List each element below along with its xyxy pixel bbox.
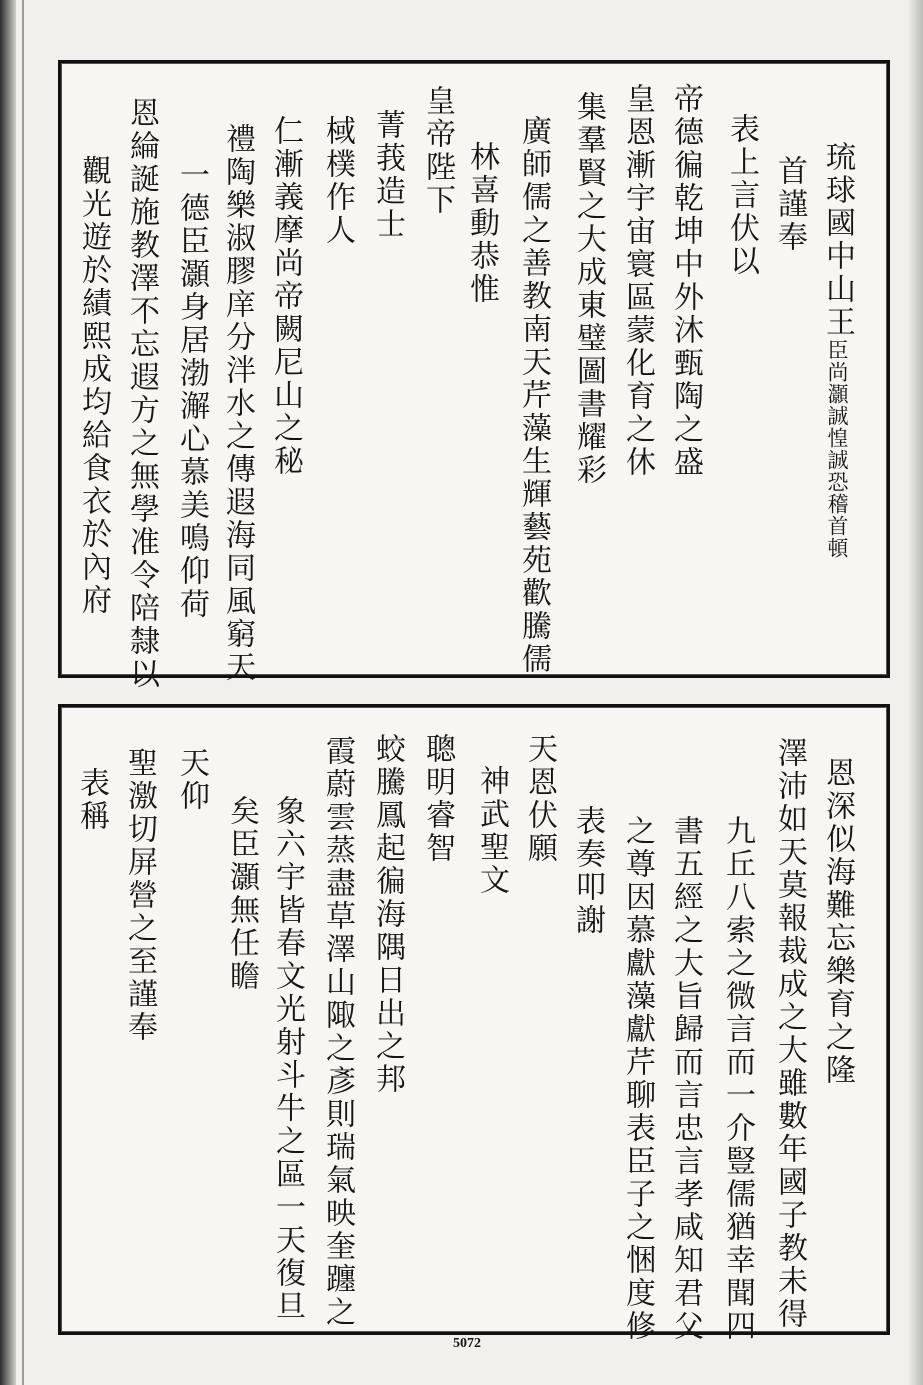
text-column: 天恩伏願 [522,733,557,865]
text-column: 表稱 [74,767,109,833]
page-number: 5072 [453,1336,481,1351]
text-column: 皇帝陛下 [420,85,455,217]
text-column: 恩綸誕施教澤不忘遐方之無學准令陪隸以 [124,97,159,691]
text-column: 表奏叩謝 [570,805,605,937]
text-column: 表上言伏以 [724,113,759,278]
text-column: 琉球國中山王臣尚灝誠惶誠恐稽首頓 [820,141,855,559]
binding-line [22,0,24,1385]
text-column: 菁莪造士 [370,109,405,241]
text-column: 皇恩漸宇宙寰區蒙化育之休 [620,83,655,479]
manuscript-panel-bottom [58,704,890,1343]
text-column: 霞蔚雲蒸盡草澤山陬之彥則瑞氣映奎躔之 [320,735,355,1329]
text-column: 神武聖文 [474,765,509,897]
text-column: 仁漸義摩尚帝闕尼山之秘 [268,115,303,478]
text-column: 觀光遊於績熙成均給食衣於內府 [76,155,111,617]
manuscript-panel-top [58,60,890,691]
text-column: 澤沛如天莫報裁成之大雖數年國子教未得 [772,737,807,1331]
text-column: 矣臣灝無任瞻 [224,795,259,993]
text-column: 蛟騰鳳起徧海隅日出之邦 [370,733,405,1096]
text-column: 禮陶樂淑膠庠分泮水之傳遐海同風窮天 [220,123,255,684]
text-column: 一德臣灝身居渤澥心慕美鳴仰荷 [174,159,209,621]
text-column: 聰明睿智 [420,733,455,865]
binding-shadow [0,0,16,1385]
text-column: 首謹奉 [772,155,807,254]
text-column: 帝德徧乾坤中外沐甄陶之盛 [668,83,703,479]
text-column: 書五經之大旨歸而言忠言孝咸知君父 [668,815,703,1343]
text-column: 象六宇皆春文光射斗牛之區一天復旦 [270,795,305,1323]
text-column: 天仰 [174,747,209,813]
text-column: 九丘八索之微言而一介豎儒猶幸聞四 [720,815,755,1343]
text-column: 林喜動恭惟 [464,141,499,306]
text-column: 集羣賢之大成東璧圖書耀彩 [571,91,606,487]
text-column: 聖激切屏營之至謹奉 [122,747,157,1044]
text-column: 之尊因慕獻藻獻芹聊表臣子之悃度修 [620,815,655,1343]
page-edge [909,0,923,1385]
text-column: 棫樸作人 [320,115,355,247]
text-column: 廣師儒之善教南天芹藻生輝藝苑歡騰儒 [516,115,551,676]
text-column: 恩深似海難忘樂育之隆 [820,757,855,1087]
